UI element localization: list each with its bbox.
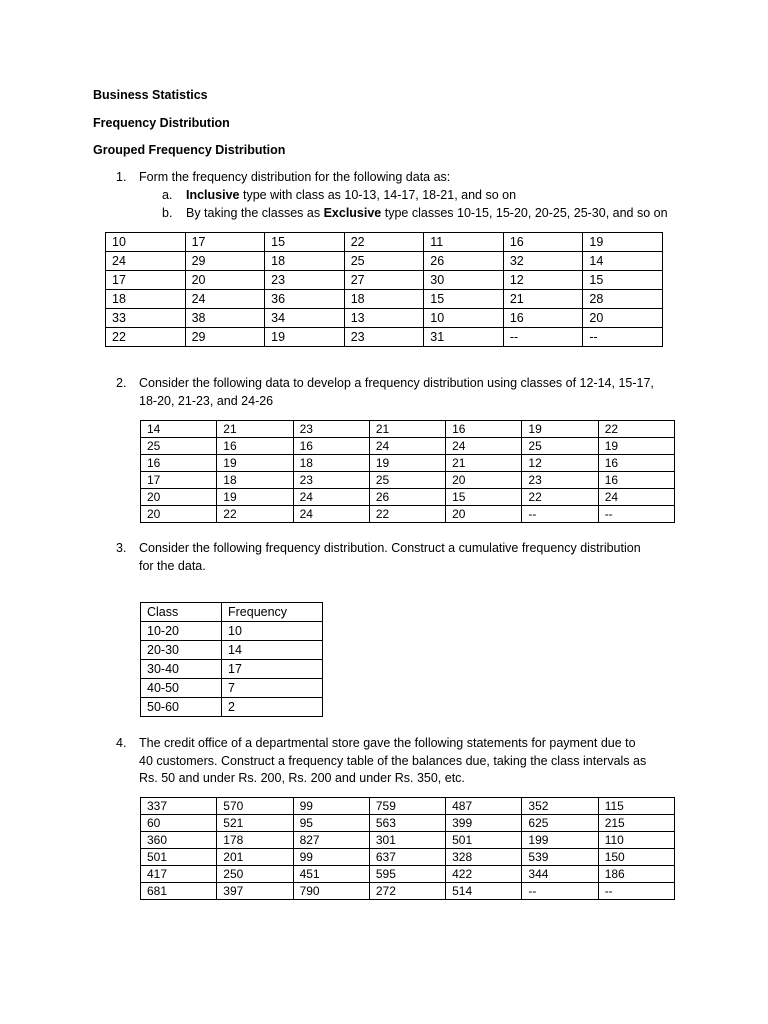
table-cell: 22 [344,233,424,252]
table-cell: 25 [344,252,424,271]
table-row [106,233,663,252]
table-row [141,489,675,506]
table-cell: 328 [446,849,522,866]
table-row [141,832,675,849]
table-cell: 50-60 [141,698,222,717]
table-row [106,309,663,328]
table-cell: 24 [446,438,522,455]
table-cell: 24 [185,290,265,309]
q1-b-rest: type classes 10-15, 15-20, 20-25, 25-30, and so on [381,206,668,220]
table-cell: -- [522,506,598,523]
table-cell: 487 [446,798,522,815]
table-cell: 21 [217,421,293,438]
table-cell: 15 [424,290,504,309]
table-cell: 150 [598,849,674,866]
table-cell: 7 [222,679,323,698]
table-cell: 30 [424,271,504,290]
table-cell: 24 [598,489,674,506]
q4-text-line1: The credit office of a departmental store gave the following statements for payment due to [139,736,636,750]
table-cell: 24 [293,489,369,506]
table-cell: 24 [293,506,369,523]
q4-data-table [140,797,675,900]
table-cell: 397 [217,883,293,900]
table-cell: 23 [293,472,369,489]
q1-data-table [105,232,663,347]
q1-b-letter: b. [162,206,173,220]
column-header-class: Class [141,603,222,622]
table-cell: 18 [344,290,424,309]
table-cell: 16 [217,438,293,455]
q1-a-rest: type with class as 10-13, 14-17, 18-21, and so on [239,188,517,202]
table-cell: 186 [598,866,674,883]
q1-text: Form the frequency distribution for the following data as: [139,170,451,184]
table-cell: 20 [446,472,522,489]
table-cell: 422 [446,866,522,883]
table-cell: 19 [598,438,674,455]
table-cell: 215 [598,815,674,832]
column-header-frequency: Frequency [222,603,323,622]
table-cell: 344 [522,866,598,883]
table-cell: 570 [217,798,293,815]
table-cell: 25 [141,438,217,455]
table-cell: 23 [293,421,369,438]
table-cell: 301 [369,832,445,849]
table-cell: 16 [503,233,583,252]
table-cell: 110 [598,832,674,849]
table-cell: 14 [222,641,323,660]
table-row [141,815,675,832]
table-row [141,798,675,815]
q1-b-pre: By taking the classes as [186,206,324,220]
table-cell: 99 [293,798,369,815]
table-cell: 22 [598,421,674,438]
table-row [141,849,675,866]
table-cell: 827 [293,832,369,849]
table-cell: 563 [369,815,445,832]
table-cell: 14 [141,421,217,438]
table-cell: 15 [446,489,522,506]
table-cell: 40-50 [141,679,222,698]
table-row [141,866,675,883]
table-cell: 17 [106,271,186,290]
q2-text-line2: 18-20, 21-23, and 24-26 [139,394,274,408]
table-cell: 337 [141,798,217,815]
table-cell: 115 [598,798,674,815]
table-cell: 360 [141,832,217,849]
table-cell: 16 [598,455,674,472]
table-cell: 12 [522,455,598,472]
table-row [141,679,323,698]
table-cell: 790 [293,883,369,900]
q1-a-bold: Inclusive [186,188,240,202]
table-cell: 23 [344,328,424,347]
table-cell: 22 [106,328,186,347]
table-row [106,252,663,271]
table-cell: 417 [141,866,217,883]
table-row [106,271,663,290]
table-cell: 625 [522,815,598,832]
table-cell: -- [503,328,583,347]
q4-text-line2: 40 customers. Construct a frequency table of the balances due, taking the class intervals as [139,754,647,768]
table-row [141,472,675,489]
table-cell: 36 [265,290,345,309]
table-cell: 16 [293,438,369,455]
table-row [141,455,675,472]
table-row [141,622,323,641]
table-row [141,883,675,900]
table-cell: 33 [106,309,186,328]
table-cell: 20 [583,309,663,328]
table-cell: 95 [293,815,369,832]
table-cell: 681 [141,883,217,900]
table-cell: 23 [522,472,598,489]
table-header-row [141,603,323,622]
table-row [141,660,323,679]
table-cell: 521 [217,815,293,832]
table-cell: 272 [369,883,445,900]
table-cell: 11 [424,233,504,252]
q2-number: 2. [116,376,127,390]
table-cell: 759 [369,798,445,815]
table-cell: 34 [265,309,345,328]
table-cell: -- [598,883,674,900]
table-cell: 178 [217,832,293,849]
q1-b-text [186,204,668,222]
table-row [141,438,675,455]
table-cell: 22 [369,506,445,523]
table-cell: 19 [217,455,293,472]
q4-number: 4. [116,736,127,750]
table-cell: 451 [293,866,369,883]
table-cell: 19 [265,328,345,347]
table-cell: 19 [369,455,445,472]
table-cell: -- [583,328,663,347]
table-cell: 10 [222,622,323,641]
table-cell: 514 [446,883,522,900]
table-cell: 10 [424,309,504,328]
section-heading: Frequency Distribution [93,116,230,130]
table-cell: 201 [217,849,293,866]
table-cell: -- [522,883,598,900]
table-cell: 19 [217,489,293,506]
q2-data-table [140,420,675,523]
q3-frequency-table [140,602,323,717]
q3-number: 3. [116,541,127,555]
table-row [106,328,663,347]
table-cell: 15 [583,271,663,290]
q3-text-line2: for the data. [139,559,206,573]
table-cell: 15 [265,233,345,252]
table-cell: 31 [424,328,504,347]
table-cell: 199 [522,832,598,849]
table-cell: 25 [369,472,445,489]
table-cell: 17 [185,233,265,252]
table-row [106,290,663,309]
table-cell: 19 [583,233,663,252]
document-title: Business Statistics [93,88,208,102]
table-cell: 21 [446,455,522,472]
table-cell: 18 [293,455,369,472]
table-cell: 20-30 [141,641,222,660]
table-row [141,698,323,717]
table-row [141,506,675,523]
table-cell: 27 [344,271,424,290]
table-cell: 29 [185,328,265,347]
table-row [141,421,675,438]
q2-text-line1: Consider the following data to develop a frequency distribution using classes of 12-14, 15-17, [139,376,654,390]
table-cell: 24 [106,252,186,271]
table-cell: 38 [185,309,265,328]
q1-number: 1. [116,170,127,184]
subsection-heading: Grouped Frequency Distribution [93,143,286,157]
table-cell: 637 [369,849,445,866]
table-cell: 99 [293,849,369,866]
table-cell: 30-40 [141,660,222,679]
table-cell: 19 [522,421,598,438]
table-cell: 17 [222,660,323,679]
q1-a-text [186,186,516,204]
table-cell: 16 [598,472,674,489]
q1-b-bold: Exclusive [323,206,382,220]
table-cell: 17 [141,472,217,489]
table-cell: 20 [141,489,217,506]
table-cell: 501 [141,849,217,866]
table-cell: 21 [369,421,445,438]
table-cell: 24 [369,438,445,455]
table-cell: 18 [106,290,186,309]
table-cell: 18 [265,252,345,271]
table-cell: 23 [265,271,345,290]
q4-text-line3: Rs. 50 and under Rs. 200, Rs. 200 and under Rs. 350, etc. [139,771,465,785]
table-cell: 399 [446,815,522,832]
table-cell: 595 [369,866,445,883]
table-cell: 32 [503,252,583,271]
table-cell: 60 [141,815,217,832]
table-cell: -- [598,506,674,523]
table-cell: 539 [522,849,598,866]
table-cell: 250 [217,866,293,883]
table-cell: 10-20 [141,622,222,641]
q3-text-line1: Consider the following frequency distribution. Construct a cumulative frequency distribution [139,541,641,555]
table-cell: 20 [185,271,265,290]
table-cell: 26 [369,489,445,506]
table-cell: 14 [583,252,663,271]
table-cell: 21 [503,290,583,309]
table-cell: 28 [583,290,663,309]
table-cell: 2 [222,698,323,717]
table-cell: 12 [503,271,583,290]
table-cell: 18 [217,472,293,489]
table-cell: 16 [503,309,583,328]
table-cell: 16 [446,421,522,438]
table-cell: 16 [141,455,217,472]
table-cell: 25 [522,438,598,455]
table-cell: 13 [344,309,424,328]
table-cell: 22 [522,489,598,506]
q1-a-letter: a. [162,188,173,202]
table-cell: 29 [185,252,265,271]
table-cell: 26 [424,252,504,271]
table-cell: 352 [522,798,598,815]
table-cell: 10 [106,233,186,252]
table-cell: 20 [446,506,522,523]
table-cell: 20 [141,506,217,523]
table-cell: 501 [446,832,522,849]
table-row [141,641,323,660]
table-cell: 22 [217,506,293,523]
